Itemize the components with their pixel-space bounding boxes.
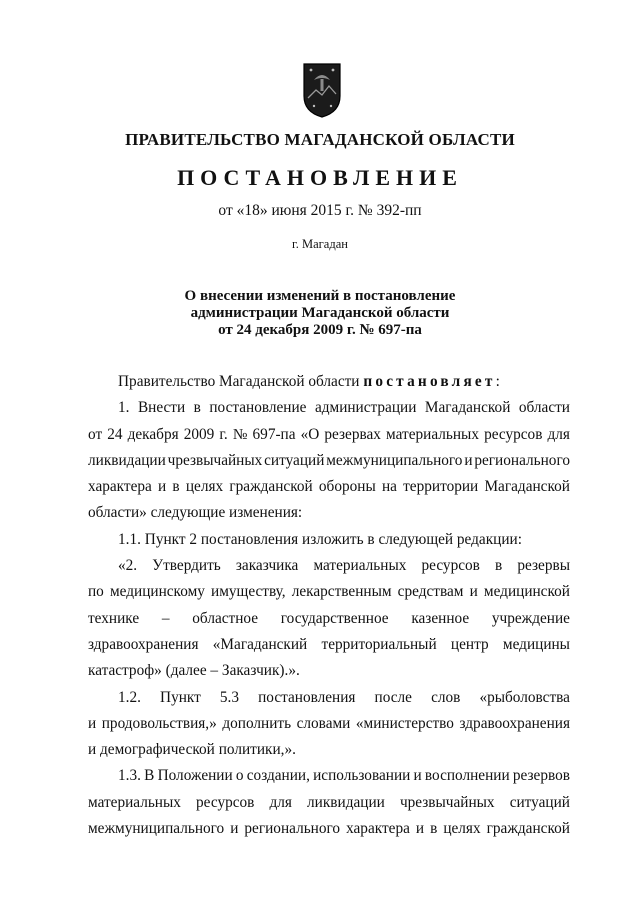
preamble [88, 369, 570, 395]
word: декабря [127, 425, 179, 443]
word: ликвидации [307, 793, 385, 811]
document-city: г. Магадан [292, 237, 348, 251]
word: характера [346, 820, 410, 838]
word: для [269, 793, 292, 811]
word: ситуаций [509, 793, 570, 811]
preamble-colon: : [495, 373, 500, 390]
word: регионального [474, 451, 570, 469]
word: межмуниципального [326, 451, 463, 469]
paragraph-line: и демографической политики,». [88, 741, 296, 759]
word: Внести [137, 399, 186, 417]
word: медицины [502, 635, 570, 653]
word: «Магаданский [212, 635, 308, 653]
word: обороны [318, 478, 376, 496]
word: Утвердить [152, 557, 221, 575]
word: словами [296, 714, 351, 732]
word: «2. [118, 557, 138, 575]
word: материальных [386, 425, 479, 443]
word: целях [185, 478, 224, 496]
word: заказчика [235, 557, 299, 575]
word: Магаданской [424, 399, 511, 417]
word: Магаданской [484, 478, 570, 496]
word: по [88, 583, 104, 601]
word: материальных [313, 557, 407, 575]
word: целях [443, 820, 481, 838]
word: технике [88, 609, 140, 627]
word: и [464, 451, 473, 469]
word: здравоохранения [88, 635, 199, 653]
word: лекарственным [291, 583, 392, 601]
word: ресурсов [196, 793, 255, 811]
word: ликвидации [88, 451, 166, 469]
word: в [193, 399, 201, 417]
word: и [415, 820, 425, 838]
word: материальных [88, 793, 181, 811]
word: 697-па [252, 425, 296, 443]
word: ресурсов [421, 557, 480, 575]
word: в [172, 478, 180, 496]
word: создании, [246, 767, 310, 785]
word: характера [88, 478, 152, 496]
paragraph-line [88, 553, 570, 579]
document-subject [0, 288, 640, 339]
paragraph-line [88, 685, 570, 711]
word: резервов [512, 767, 570, 785]
word: области [518, 399, 570, 417]
paragraph-line [88, 448, 570, 474]
word: в [430, 820, 438, 838]
word: регионального [244, 820, 341, 838]
word: № [232, 425, 248, 443]
word: «рыболовства [479, 688, 570, 706]
document-date-number: от «18» июня 2015 г. № 392-пп [218, 202, 422, 219]
word: слов [431, 688, 461, 706]
paragraph-line [88, 790, 570, 816]
word: постановление [209, 399, 307, 417]
word: 24 [107, 425, 123, 443]
word: ресурсов [484, 425, 543, 443]
word: и [413, 767, 422, 785]
word: 1.3. [118, 767, 141, 785]
word: государственное [280, 609, 389, 627]
word: для [547, 425, 570, 443]
document-body [88, 369, 570, 842]
word: гражданской [486, 820, 570, 838]
paragraph-line [88, 395, 570, 421]
word: областное [192, 609, 259, 627]
word: резервы [517, 557, 570, 575]
word: г. [219, 425, 228, 443]
word: 2009 [183, 425, 215, 443]
word: дополнить [222, 714, 292, 732]
paragraph-line [88, 816, 570, 842]
paragraph-line [88, 474, 570, 500]
paragraph-line: катастроф» (далее – Заказчик).». [88, 662, 300, 680]
word: и [469, 583, 478, 601]
paragraph-line [88, 763, 570, 789]
word: «министерство [355, 714, 454, 732]
word: здравоохранения [459, 714, 570, 732]
word: В [144, 767, 155, 785]
word: имуществу, [211, 583, 286, 601]
word: 1.2. [118, 688, 141, 706]
word: резервах [324, 425, 381, 443]
word: ситуаций [264, 451, 325, 469]
word: средствам [397, 583, 464, 601]
paragraph-line: 1.1. Пункт 2 постановления изложить в следующей редакции: [118, 530, 522, 548]
word: гражданской [229, 478, 313, 496]
paragraph-line [88, 606, 570, 632]
paragraph-line: области» следующие изменения: [88, 504, 303, 522]
word: 5.3 [219, 688, 240, 706]
word: администрации [314, 399, 417, 417]
paragraph-line [88, 632, 570, 658]
word: казенное [411, 609, 470, 627]
word: продовольствия,» [101, 714, 217, 732]
organization-name: ПРАВИТЕЛЬСТВО МАГАДАНСКОЙ ОБЛАСТИ [125, 130, 515, 149]
word: центр [450, 635, 489, 653]
word: о [235, 767, 244, 785]
coat-of-arms-icon [302, 62, 342, 118]
document-type: ПОСТАНОВЛЕНИЕ [177, 165, 463, 190]
word: медицинской [483, 583, 570, 601]
word: медицинскому [109, 583, 205, 601]
subject-line: от 24 декабря 2009 г. № 697-па [218, 322, 422, 338]
preamble-text: Правительство Магаданской области [118, 373, 360, 390]
word: «О [300, 425, 320, 443]
word: территориальный [321, 635, 437, 653]
word: 1. [118, 399, 130, 417]
word: и [230, 820, 239, 838]
subject-line: О внесении изменений в постановление [184, 288, 456, 304]
paragraph-line [88, 579, 570, 605]
word: на [381, 478, 397, 496]
word: от [88, 425, 103, 443]
paragraph-line [88, 422, 570, 448]
word: использовании [313, 767, 411, 785]
paragraph-line [88, 711, 570, 737]
word: территории [403, 478, 479, 496]
word: учреждение [491, 609, 570, 627]
word: и [158, 478, 167, 496]
word: – [161, 609, 170, 627]
word: в [495, 557, 503, 575]
word: и [88, 714, 97, 732]
word: Пункт [160, 688, 201, 706]
word: Положении [157, 767, 233, 785]
word: чрезвычайных [167, 451, 263, 469]
subject-line: администрации Магаданской области [190, 305, 450, 321]
word: постановления [258, 688, 356, 706]
word: межмуниципального [88, 820, 225, 838]
word: чрезвычайных [399, 793, 495, 811]
word: восполнении [424, 767, 510, 785]
decree-word: постановляет [363, 373, 496, 390]
word: после [374, 688, 412, 706]
